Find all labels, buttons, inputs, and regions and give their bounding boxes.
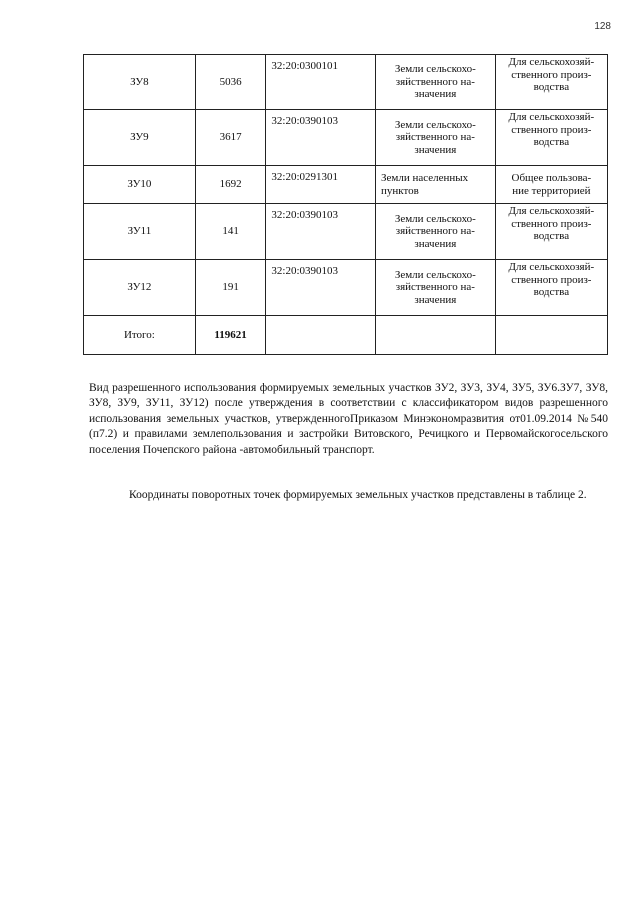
empty-cell [495, 316, 607, 355]
permitted-use: Для сельскохозяй- ственного произ- водства [495, 204, 607, 260]
table-total-row [84, 316, 608, 355]
land-category: Земли населенных пунктов [375, 166, 495, 204]
plot-name: ЗУ12 [84, 260, 196, 316]
land-category: Земли сельскохо- зяйственного на- значения [375, 204, 495, 260]
table-row [84, 166, 608, 204]
plot-name: ЗУ10 [84, 166, 196, 204]
plot-name: ЗУ11 [84, 204, 196, 260]
total-area: 119621 [195, 316, 266, 355]
permitted-use: Для сельскохозяй- ственного произ- водства [495, 260, 607, 316]
cadastral-number: 32:20:0390103 [266, 110, 376, 166]
page-number: 128 [594, 21, 611, 32]
plot-area: 1692 [195, 166, 266, 204]
cadastral-number: 32:20:0390103 [266, 260, 376, 316]
cadastral-number: 32:20:0300101 [266, 55, 376, 110]
empty-cell [375, 316, 495, 355]
land-category: Земли сельскохо- зяйственного на- значения [375, 260, 495, 316]
total-label: Итого: [84, 316, 196, 355]
land-category: Земли сельскохо- зяйственного на- значения [375, 55, 495, 110]
permitted-use: Общее пользова- ние территорией [495, 166, 607, 204]
plot-area: 5036 [195, 55, 266, 110]
plot-area: 3617 [195, 110, 266, 166]
permitted-use: Для сельскохозяй- ственного произ- водства [495, 110, 607, 166]
table-row [84, 260, 608, 316]
cadastral-number: 32:20:0291301 [266, 166, 376, 204]
permitted-use: Для сельскохозяй- ственного произ- водства [495, 55, 607, 110]
land-plots-table [83, 54, 608, 355]
table-row [84, 204, 608, 260]
plot-area: 141 [195, 204, 266, 260]
plot-area: 191 [195, 260, 266, 316]
empty-cell [266, 316, 376, 355]
land-category: Земли сельскохо- зяйственного на- значения [375, 110, 495, 166]
plot-name: ЗУ9 [84, 110, 196, 166]
table-row [84, 110, 608, 166]
body-paragraph: Координаты поворотных точек формируемых земельных участков представлены в таблице 2. [129, 488, 587, 501]
plot-name: ЗУ8 [84, 55, 196, 110]
body-paragraph: Вид разрешенного использования формируемых земельных участков ЗУ2, ЗУ3, ЗУ4, ЗУ5, ЗУ6.ЗУ7, ЗУ8, ЗУ8, ЗУ9, ЗУ11, ЗУ12) после утверждения в соответствии с классификатором видов разрешенного использования земельных участков, утвержденногоПриказом Минэкономразвития от01.09.2014 №540 (п7.2) и правилами землепользования и застройки Витовского, Речицкого и Первомайскогосельского поселения Почепского района -автомобильный транспорт. [89, 381, 608, 456]
table-row [84, 55, 608, 110]
cadastral-number: 32:20:0390103 [266, 204, 376, 260]
